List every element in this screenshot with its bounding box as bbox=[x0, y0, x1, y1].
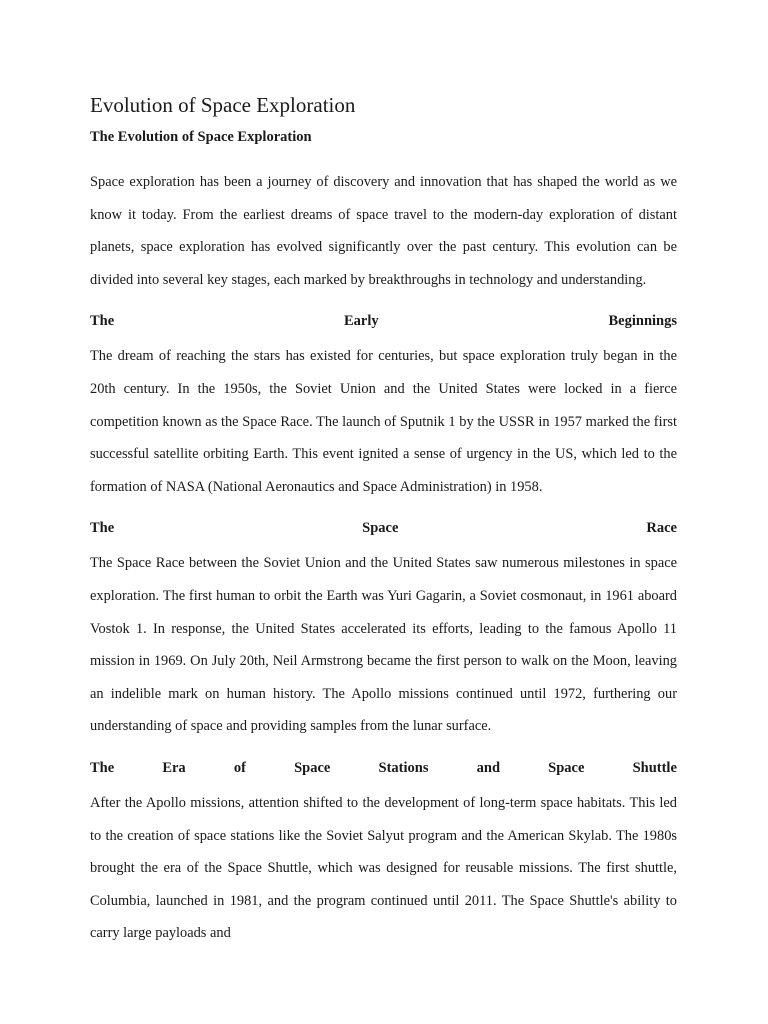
heading-word: Shuttle bbox=[632, 759, 677, 776]
document-title: Evolution of Space Exploration bbox=[90, 93, 356, 117]
document-subtitle: The Evolution of Space Exploration bbox=[90, 129, 312, 145]
heading-word: Space bbox=[548, 759, 585, 776]
section-body: After the Apollo missions, attention shifted to the development of long-term space habitats. This led to the creation of space stations like the Soviet Salyut program and the American Skylab. The 1980s brought the era of the Space Shuttle, which was designed for reusable missions. The first shuttle, Columbia, launched in 1981, and the program continued until 2011. The Space Shuttle's ability to carry large payloads and bbox=[90, 794, 677, 942]
heading-word: and bbox=[476, 759, 501, 776]
section-body: The dream of reaching the stars has existed for centuries, but space exploration truly began in the 20th century. In the 1950s, the Soviet Union and the United States were locked in a fierce competition known as the Space Race. The launch of Sputnik 1 by the USSR in 1957 marked the first successful satellite orbiting Earth. This event ignited a sense of urgency in the US, which led to the formation of NASA (National Aeronautics and Space Administration) in 1958. bbox=[90, 348, 677, 495]
section-early-beginnings bbox=[90, 296, 677, 503]
heading-word: of bbox=[233, 759, 246, 776]
section-space-race bbox=[90, 503, 677, 743]
section-space-stations bbox=[90, 743, 677, 950]
heading-word: Stations bbox=[378, 759, 429, 776]
heading-word: Race bbox=[646, 520, 677, 537]
section-body: The Space Race between the Soviet Union and the United States saw numerous milestones in space exploration. The first human to orbit the Earth was Yuri Gagarin, a Soviet cosmonaut, in 1961 aboard Vostok 1. In response, the United States accelerated its efforts, leading to the famous Apollo 11 mission in 1969. On July 20th, Neil Armstrong became the first person to walk on the Moon, leaving an indelible mark on human history. The Apollo missions continued until 1972, furthering our understanding of space and providing samples from the lunar surface. bbox=[90, 555, 677, 735]
document-page bbox=[90, 92, 677, 950]
section-heading bbox=[90, 743, 677, 787]
heading-word: Early bbox=[344, 313, 379, 330]
heading-word: Era bbox=[162, 759, 186, 776]
section-heading bbox=[90, 503, 677, 547]
heading-word: The bbox=[90, 313, 115, 330]
section-heading bbox=[90, 296, 677, 340]
heading-word: Space bbox=[294, 759, 331, 776]
heading-word: The bbox=[90, 520, 115, 537]
intro-paragraph: Space exploration has been a journey of discovery and innovation that has shaped the world as we know it today. From the earliest dreams of space travel to the modern-day exploration of distant planets, space exploration has evolved significantly over the past century. This evolution can be divided into several key stages, each marked by breakthroughs in technology and understanding. bbox=[90, 174, 677, 288]
heading-word: The bbox=[90, 759, 115, 776]
heading-word: Space bbox=[362, 520, 399, 537]
heading-word: Beginnings bbox=[608, 313, 677, 330]
